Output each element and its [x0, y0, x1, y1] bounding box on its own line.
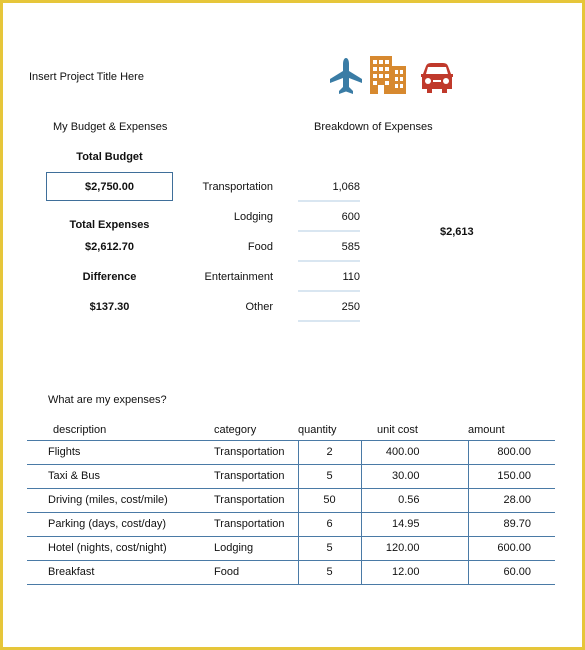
breakdown-value-food: 585: [341, 241, 360, 253]
difference-value: $137.30: [89, 301, 130, 313]
breakdown-label-other: Other: [245, 301, 273, 313]
breakdown-value-other: 250: [341, 301, 360, 313]
cell-unit-cost[interactable]: 0.56: [361, 488, 468, 512]
cell-category[interactable]: Transportation: [214, 488, 298, 512]
breakdown-label-lodging: Lodging: [233, 211, 273, 223]
cell-category[interactable]: Food: [214, 560, 298, 584]
breakdown-divider: [298, 200, 360, 202]
breakdown-divider: [298, 260, 360, 262]
cell-amount: 28.00: [468, 488, 555, 512]
column-header-description: description: [53, 423, 107, 436]
breakdown-label-transportation: Transportation: [202, 181, 273, 193]
cell-unit-cost[interactable]: 14.95: [361, 512, 468, 536]
column-header-quantity: quantity: [298, 423, 337, 436]
cell-amount: 150.00: [468, 464, 555, 488]
breakdown-value-entertainment: 110: [342, 271, 360, 283]
airplane-icon: [328, 56, 364, 101]
cell-description[interactable]: Hotel (nights, cost/night): [27, 536, 214, 560]
cell-category[interactable]: Lodging: [214, 536, 298, 560]
cell-unit-cost[interactable]: 400.00: [361, 440, 468, 464]
total-budget-label: Total Budget: [76, 151, 143, 163]
summary-section-title: My Budget & Expenses: [53, 121, 168, 133]
car-icon: [419, 62, 455, 101]
table-row: [27, 560, 555, 584]
breakdown-total: $2,613: [440, 226, 474, 238]
table-row: [27, 440, 555, 464]
cell-unit-cost[interactable]: 30.00: [361, 464, 468, 488]
column-header-unit-cost: unit cost: [377, 423, 418, 436]
column-header-amount: amount: [468, 423, 505, 436]
breakdown-section-title: Breakdown of Expenses: [314, 121, 433, 133]
column-header-category: category: [214, 423, 257, 436]
cell-quantity[interactable]: 5: [298, 464, 361, 488]
breakdown-divider: [298, 290, 360, 292]
total-budget-input[interactable]: $2,750.00: [46, 172, 173, 201]
cell-amount: 600.00: [468, 536, 555, 560]
table-row: [27, 536, 555, 560]
cell-description[interactable]: Taxi & Bus: [27, 464, 214, 488]
breakdown-label-food: Food: [247, 241, 273, 253]
cell-quantity[interactable]: 5: [298, 536, 361, 560]
breakdown-label-entertainment: Entertainment: [204, 271, 273, 283]
breakdown-value-lodging: 600: [341, 211, 360, 223]
project-title[interactable]: Insert Project Title Here: [29, 71, 144, 83]
cell-amount: 89.70: [468, 512, 555, 536]
cell-quantity[interactable]: 5: [298, 560, 361, 584]
cell-description[interactable]: Parking (days, cost/day): [27, 512, 214, 536]
table-row: [27, 488, 555, 512]
cell-description[interactable]: Flights: [27, 440, 214, 464]
total-expenses-value: $2,612.70: [85, 241, 134, 253]
cell-description[interactable]: Driving (miles, cost/mile): [27, 488, 214, 512]
cell-quantity[interactable]: 2: [298, 440, 361, 464]
cell-description[interactable]: Breakfast: [27, 560, 214, 584]
breakdown-value-transportation: 1,068: [332, 181, 360, 193]
table-row: [27, 512, 555, 536]
table-header-row: [27, 420, 555, 440]
table-row: [27, 464, 555, 488]
cell-quantity[interactable]: 50: [298, 488, 361, 512]
expenses-table: [27, 420, 555, 585]
breakdown-divider: [298, 230, 360, 232]
cell-category[interactable]: Transportation: [214, 440, 298, 464]
cell-amount: 60.00: [468, 560, 555, 584]
cell-unit-cost[interactable]: 12.00: [361, 560, 468, 584]
cell-category[interactable]: Transportation: [214, 464, 298, 488]
difference-label: Difference: [82, 271, 137, 283]
expenses-section-title: What are my expenses?: [48, 394, 167, 406]
cell-category[interactable]: Transportation: [214, 512, 298, 536]
breakdown-divider: [298, 320, 360, 322]
building-icon: [368, 54, 408, 101]
cell-amount: 800.00: [468, 440, 555, 464]
cell-unit-cost[interactable]: 120.00: [361, 536, 468, 560]
cell-quantity[interactable]: 6: [298, 512, 361, 536]
total-expenses-label: Total Expenses: [69, 219, 150, 231]
